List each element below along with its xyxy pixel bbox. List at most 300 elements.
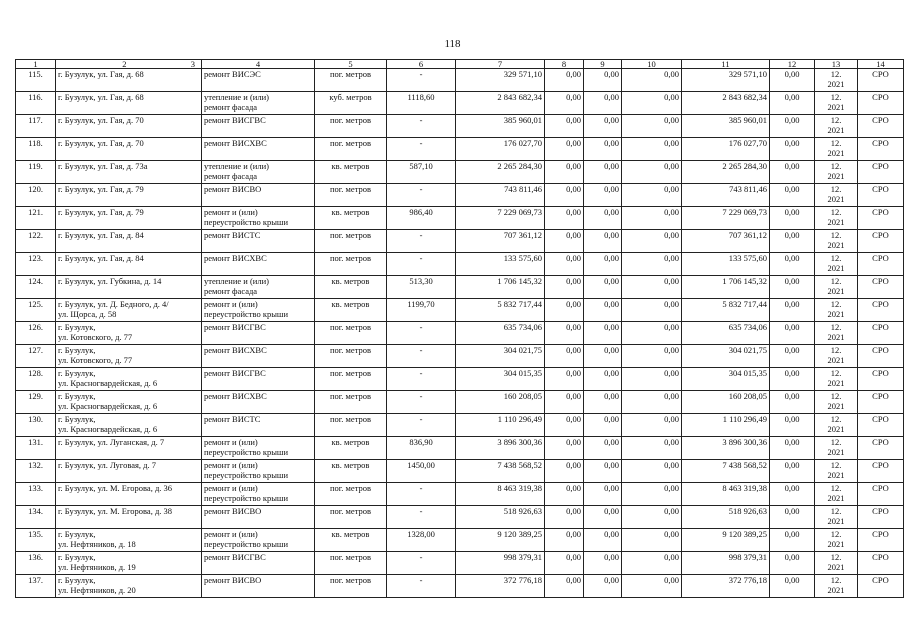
address-cell-text: ул. Нефтяников, д. 18 (58, 539, 136, 549)
col10-cell (622, 322, 682, 345)
col10-cell (622, 92, 682, 115)
row-number (16, 299, 56, 322)
col11-cell (682, 184, 770, 207)
quantity-cell-text: - (419, 115, 423, 125)
col9-cell (584, 414, 622, 437)
col9-cell-text: 0,00 (604, 575, 619, 585)
address-cell-text: г. Бузулук, (58, 414, 96, 424)
table-row (16, 253, 904, 276)
row-number-text: 131. (28, 437, 43, 447)
unit-cell (315, 115, 387, 138)
deadline-cell-text: 12. (830, 184, 842, 194)
unit-cell (315, 207, 387, 230)
column-header-2: 2 3 (56, 60, 202, 69)
col9-cell (584, 207, 622, 230)
source-cell-text: СРО (872, 460, 889, 470)
work-type-cell-text: утепление и (или) (204, 161, 269, 171)
work-type-cell-text: ремонт ВИСХВС (204, 253, 267, 263)
work-type-cell-text: переустройство крыши (204, 309, 289, 319)
address-cell-text: г. Бузулук, (58, 391, 96, 401)
work-type-cell-text: ремонт ВИСХВС (204, 345, 267, 355)
row-number (16, 138, 56, 161)
deadline-cell-text: 2021 (827, 332, 845, 342)
total-cost-cell-text: 5 832 717,44 (497, 299, 542, 309)
row-number-text: 129. (28, 391, 43, 401)
total-cost-cell-text: 7 229 069,73 (497, 207, 542, 217)
unit-cell-text: пог. метров (329, 322, 372, 332)
work-type-cell-text: ремонт ВИСВО (204, 575, 262, 585)
deadline-cell (815, 207, 858, 230)
row-number (16, 483, 56, 506)
row-number-text: 135. (28, 529, 43, 539)
total-cost-cell (456, 161, 545, 184)
work-type-cell-text: утепление и (или) (204, 276, 269, 286)
work-type-cell-text: ремонт ВИСГВС (204, 115, 266, 125)
deadline-cell-text: 2021 (827, 194, 845, 204)
quantity-cell-text: 1199,70 (407, 299, 435, 309)
col12-cell (770, 299, 815, 322)
deadline-cell (815, 437, 858, 460)
col11-cell-text: 635 734,06 (728, 322, 767, 332)
col10-cell (622, 253, 682, 276)
col12-cell (770, 276, 815, 299)
address-cell-text: г. Бузулук, (58, 529, 96, 539)
address-cell-text: г. Бузулук, ул. Луговая, д. 7 (58, 460, 156, 470)
col12-cell (770, 575, 815, 598)
col10-cell (622, 184, 682, 207)
deadline-cell (815, 299, 858, 322)
col11-cell-text: 1 706 145,32 (722, 276, 767, 286)
col12-cell-text: 0,00 (784, 391, 800, 401)
work-type-cell (202, 322, 315, 345)
col11-cell (682, 529, 770, 552)
address-cell (56, 69, 202, 92)
col12-cell (770, 437, 815, 460)
col8-cell (545, 115, 584, 138)
row-number-text: 128. (28, 368, 43, 378)
col9-cell (584, 437, 622, 460)
unit-cell (315, 391, 387, 414)
work-type-cell-text: утепление и (или) (204, 92, 269, 102)
col8-cell (545, 161, 584, 184)
quantity-cell-text: - (419, 575, 423, 585)
col12-cell-text: 0,00 (784, 161, 800, 171)
col12-cell (770, 184, 815, 207)
col9-cell-text: 0,00 (604, 92, 619, 102)
col12-cell (770, 529, 815, 552)
total-cost-cell (456, 483, 545, 506)
col9-cell-text: 0,00 (604, 253, 619, 263)
col9-cell-text: 0,00 (604, 391, 619, 401)
table-row (16, 414, 904, 437)
work-type-cell-text: ремонт и (или) (204, 483, 258, 493)
row-number (16, 184, 56, 207)
col8-cell-text: 0,00 (566, 483, 581, 493)
row-number (16, 345, 56, 368)
quantity-cell (387, 161, 456, 184)
deadline-cell-text: 2021 (827, 79, 845, 89)
total-cost-cell (456, 529, 545, 552)
quantity-cell (387, 575, 456, 598)
address-cell (56, 414, 202, 437)
col12-cell-text: 0,00 (784, 207, 800, 217)
deadline-cell (815, 506, 858, 529)
deadline-cell (815, 575, 858, 598)
col8-cell (545, 253, 584, 276)
deadline-cell (815, 552, 858, 575)
quantity-cell-text: - (419, 253, 423, 263)
source-cell-text: СРО (872, 575, 889, 585)
source-cell (858, 368, 904, 391)
col10-cell (622, 437, 682, 460)
work-type-cell (202, 575, 315, 598)
work-type-cell (202, 437, 315, 460)
col11-cell-text: 304 021,75 (728, 345, 767, 355)
total-cost-cell-text: 372 776,18 (503, 575, 542, 585)
col8-cell (545, 207, 584, 230)
col10-cell-text: 0,00 (664, 506, 679, 516)
col9-cell-text: 0,00 (604, 69, 619, 79)
row-number-text: 122. (28, 230, 43, 240)
address-cell (56, 437, 202, 460)
source-cell (858, 575, 904, 598)
deadline-cell (815, 184, 858, 207)
row-number (16, 575, 56, 598)
quantity-cell (387, 253, 456, 276)
quantity-cell (387, 460, 456, 483)
unit-cell (315, 299, 387, 322)
col10-cell-text: 0,00 (664, 552, 679, 562)
col11-cell (682, 253, 770, 276)
col10-cell (622, 552, 682, 575)
address-cell-text: ул. Красногвардейская, д. 6 (58, 424, 158, 434)
address-cell (56, 253, 202, 276)
total-cost-cell (456, 184, 545, 207)
source-cell-text: СРО (872, 276, 889, 286)
col12-cell (770, 552, 815, 575)
quantity-cell-text: - (419, 483, 423, 493)
total-cost-cell (456, 414, 545, 437)
col10-cell (622, 138, 682, 161)
quantity-cell-text: - (419, 184, 423, 194)
total-cost-cell (456, 460, 545, 483)
col9-cell (584, 506, 622, 529)
quantity-cell (387, 69, 456, 92)
row-number (16, 69, 56, 92)
deadline-cell (815, 483, 858, 506)
source-cell (858, 437, 904, 460)
col9-cell-text: 0,00 (604, 368, 619, 378)
table-row (16, 391, 904, 414)
row-number (16, 368, 56, 391)
work-type-cell-text: ремонт ВИСГВС (204, 552, 266, 562)
col9-cell (584, 391, 622, 414)
address-cell (56, 115, 202, 138)
source-cell-text: СРО (872, 92, 889, 102)
source-cell-text: СРО (872, 253, 889, 263)
quantity-cell (387, 322, 456, 345)
col10-cell (622, 483, 682, 506)
col11-cell-text: 2 265 284,30 (722, 161, 767, 171)
col11-cell-text: 3 896 300,36 (722, 437, 767, 447)
col11-cell-text: 7 229 069,73 (722, 207, 767, 217)
total-cost-cell-text: 385 960,01 (503, 115, 542, 125)
work-type-cell-text: ремонт ВИСТС (204, 414, 261, 424)
table-row (16, 184, 904, 207)
address-cell (56, 483, 202, 506)
col11-cell (682, 345, 770, 368)
total-cost-cell-text: 635 734,06 (503, 322, 542, 332)
row-number (16, 230, 56, 253)
source-cell-text: СРО (872, 322, 889, 332)
total-cost-cell (456, 92, 545, 115)
quantity-cell (387, 483, 456, 506)
col11-cell (682, 276, 770, 299)
col9-cell (584, 184, 622, 207)
source-cell (858, 391, 904, 414)
column-header-5: 5 (315, 60, 387, 69)
quantity-cell-text: - (419, 414, 423, 424)
unit-cell (315, 253, 387, 276)
col11-cell-text: 304 015,35 (728, 368, 767, 378)
deadline-cell (815, 529, 858, 552)
address-cell (56, 368, 202, 391)
source-cell (858, 552, 904, 575)
col8-cell-text: 0,00 (566, 161, 581, 171)
quantity-cell (387, 506, 456, 529)
col11-cell-text: 8 463 319,38 (722, 483, 767, 493)
source-cell (858, 138, 904, 161)
work-type-cell (202, 391, 315, 414)
row-number-text: 130. (28, 414, 43, 424)
unit-cell (315, 345, 387, 368)
col8-cell-text: 0,00 (566, 345, 581, 355)
col8-cell (545, 437, 584, 460)
col12-cell (770, 322, 815, 345)
col8-cell-text: 0,00 (566, 437, 581, 447)
table-row (16, 506, 904, 529)
col9-cell (584, 575, 622, 598)
col12-cell (770, 92, 815, 115)
quantity-cell (387, 230, 456, 253)
unit-cell-text: пог. метров (329, 575, 372, 585)
col10-cell-text: 0,00 (664, 437, 679, 447)
address-cell-text: г. Бузулук, ул. Гая, д. 79 (58, 184, 144, 194)
col8-cell-text: 0,00 (566, 414, 581, 424)
column-header-1: 1 (16, 60, 56, 69)
work-type-cell-text: ремонт ВИСГВС (204, 368, 266, 378)
deadline-cell-text: 2021 (827, 539, 845, 549)
col10-cell-text: 0,00 (664, 184, 679, 194)
total-cost-cell (456, 276, 545, 299)
col9-cell (584, 299, 622, 322)
unit-cell-text: пог. метров (329, 69, 372, 79)
quantity-cell (387, 552, 456, 575)
col11-cell (682, 552, 770, 575)
address-cell-text: г. Бузулук, ул. Д. Бедного, д. 4/ (58, 299, 169, 309)
col10-cell-text: 0,00 (664, 253, 679, 263)
row-number-text: 136. (28, 552, 43, 562)
quantity-cell (387, 529, 456, 552)
address-cell-text: г. Бузулук, ул. Гая, д. 70 (58, 115, 144, 125)
work-type-cell (202, 253, 315, 276)
deadline-cell-text: 2021 (827, 585, 845, 595)
quantity-cell-text: - (419, 69, 423, 79)
col11-cell (682, 437, 770, 460)
address-cell (56, 506, 202, 529)
col9-cell-text: 0,00 (604, 184, 619, 194)
work-type-cell (202, 92, 315, 115)
source-cell (858, 276, 904, 299)
source-cell-text: СРО (872, 345, 889, 355)
total-cost-cell (456, 253, 545, 276)
col8-cell (545, 230, 584, 253)
col9-cell-text: 0,00 (604, 115, 619, 125)
quantity-cell-text: - (419, 368, 423, 378)
col8-cell (545, 345, 584, 368)
source-cell-text: СРО (872, 207, 889, 217)
quantity-cell-text: 1118,60 (407, 92, 435, 102)
col10-cell-text: 0,00 (664, 529, 679, 539)
unit-cell (315, 161, 387, 184)
table-row (16, 552, 904, 575)
total-cost-cell (456, 138, 545, 161)
page-number: 118 (444, 38, 461, 50)
col10-cell (622, 345, 682, 368)
col10-cell-text: 0,00 (664, 161, 679, 171)
address-cell (56, 161, 202, 184)
col8-cell (545, 276, 584, 299)
deadline-cell (815, 253, 858, 276)
unit-cell-text: пог. метров (329, 138, 372, 148)
row-number (16, 115, 56, 138)
address-cell-text: г. Бузулук, ул. Гая, д. 73а (58, 161, 148, 171)
total-cost-cell (456, 437, 545, 460)
column-header-3-label: 3 (190, 59, 195, 69)
deadline-cell (815, 322, 858, 345)
deadline-cell-text: 2021 (827, 378, 845, 388)
work-type-cell-text: ремонт и (или) (204, 460, 258, 470)
unit-cell (315, 138, 387, 161)
source-cell (858, 483, 904, 506)
address-cell-text: ул. Щорса, д. 58 (58, 309, 117, 319)
col12-cell-text: 0,00 (784, 184, 800, 194)
col12-cell-text: 0,00 (784, 322, 800, 332)
work-type-cell (202, 506, 315, 529)
col11-cell-text: 133 575,60 (728, 253, 767, 263)
unit-cell-text: кв. метров (331, 529, 370, 539)
col9-cell (584, 92, 622, 115)
quantity-cell (387, 184, 456, 207)
col10-cell (622, 276, 682, 299)
quantity-cell (387, 414, 456, 437)
col12-cell (770, 368, 815, 391)
address-cell-text: г. Бузулук, (58, 345, 96, 355)
col9-cell-text: 0,00 (604, 299, 619, 309)
col9-cell (584, 529, 622, 552)
quantity-cell (387, 138, 456, 161)
table-row (16, 276, 904, 299)
row-number (16, 253, 56, 276)
col9-cell (584, 345, 622, 368)
total-cost-cell-text: 1 706 145,32 (497, 276, 542, 286)
total-cost-cell-text: 518 926,63 (503, 506, 542, 516)
source-cell (858, 207, 904, 230)
col10-cell (622, 575, 682, 598)
source-cell (858, 345, 904, 368)
quantity-cell-text: 836,90 (409, 437, 433, 447)
deadline-cell-text: 2021 (827, 470, 845, 480)
col8-cell (545, 92, 584, 115)
deadline-cell-text: 12. (830, 414, 842, 424)
deadline-cell-text: 12. (830, 161, 842, 171)
work-type-cell-text: ремонт и (или) (204, 529, 258, 539)
address-cell (56, 322, 202, 345)
col8-cell-text: 0,00 (566, 207, 581, 217)
col11-cell (682, 322, 770, 345)
row-number (16, 506, 56, 529)
source-cell-text: СРО (872, 299, 889, 309)
col11-cell-text: 372 776,18 (728, 575, 767, 585)
col8-cell-text: 0,00 (566, 184, 581, 194)
col12-cell (770, 460, 815, 483)
col11-cell-text: 707 361,12 (728, 230, 767, 240)
col12-cell-text: 0,00 (784, 138, 800, 148)
column-header-8: 8 (545, 60, 584, 69)
table-body (16, 69, 904, 598)
unit-cell-text: пог. метров (329, 552, 372, 562)
row-number-text: 125. (28, 299, 43, 309)
work-type-cell (202, 161, 315, 184)
col12-cell-text: 0,00 (784, 253, 800, 263)
total-cost-cell-text: 304 021,75 (503, 345, 542, 355)
col9-cell (584, 368, 622, 391)
unit-cell-text: пог. метров (329, 506, 372, 516)
deadline-cell-text: 12. (830, 299, 842, 309)
col12-cell-text: 0,00 (784, 276, 800, 286)
work-type-cell-text: ремонт и (или) (204, 207, 258, 217)
unit-cell (315, 460, 387, 483)
work-type-cell (202, 207, 315, 230)
row-number-text: 126. (28, 322, 43, 332)
col11-cell (682, 414, 770, 437)
col10-cell (622, 414, 682, 437)
col10-cell (622, 368, 682, 391)
col8-cell-text: 0,00 (566, 552, 581, 562)
total-cost-cell-text: 9 120 389,25 (497, 529, 542, 539)
address-cell-text: г. Бузулук, (58, 322, 96, 332)
col10-cell-text: 0,00 (664, 276, 679, 286)
source-cell-text: СРО (872, 184, 889, 194)
unit-cell-text: пог. метров (329, 368, 372, 378)
col8-cell-text: 0,00 (566, 391, 581, 401)
row-number (16, 322, 56, 345)
col11-cell-text: 518 926,63 (728, 506, 767, 516)
source-cell (858, 414, 904, 437)
unit-cell (315, 368, 387, 391)
col11-cell (682, 483, 770, 506)
table-row (16, 483, 904, 506)
deadline-cell (815, 138, 858, 161)
deadline-cell-text: 2021 (827, 125, 845, 135)
col9-cell (584, 276, 622, 299)
total-cost-cell (456, 368, 545, 391)
col9-cell-text: 0,00 (604, 437, 619, 447)
col8-cell (545, 506, 584, 529)
quantity-cell (387, 115, 456, 138)
col10-cell (622, 299, 682, 322)
work-type-cell-text: переустройство крыши (204, 493, 289, 503)
